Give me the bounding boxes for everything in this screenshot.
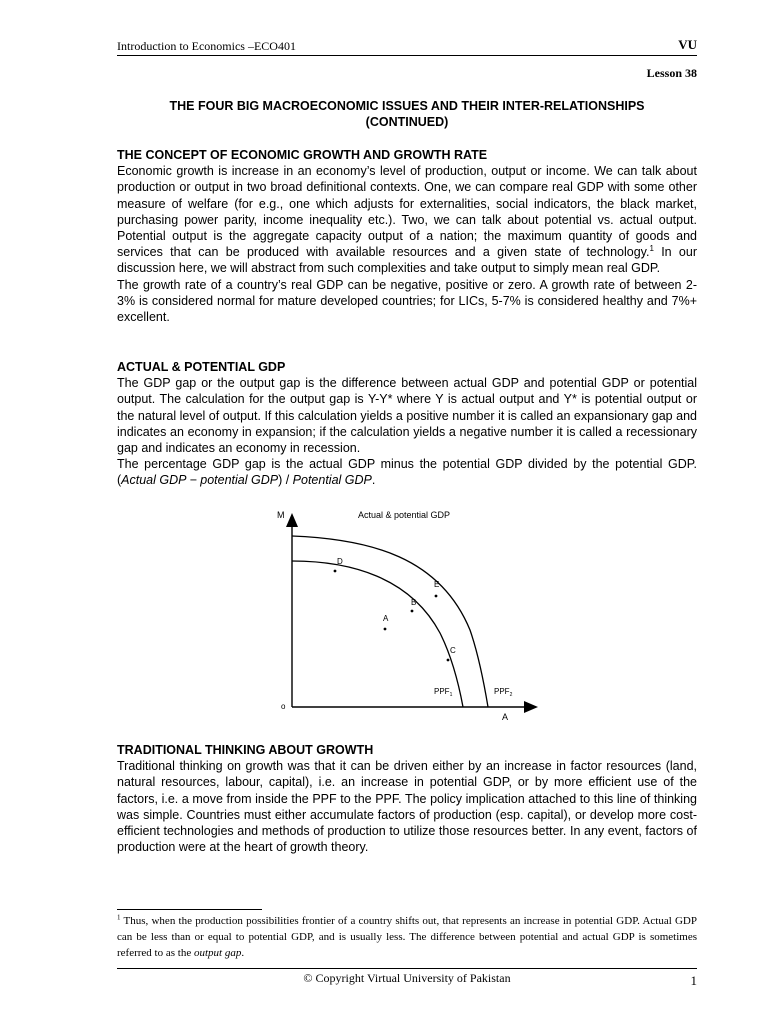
paragraph: Traditional thinking on growth was that it can be driven either by an increase in factor resources (land, natural resources, labour, capital), i.e. an increase in potential GDP, or by more efficient use of the factors, i.e. a move from inside the PPF to the PPF. The policy implication attached to this line of thinking was simple. Countries must either accumulate factors of production (esp. capital), or develop more cost-efficient technologies and methods of production to utilize those resources better. In any event, factors of production were at the heart of growth theory. (117, 759, 697, 855)
footnote-divider (117, 909, 262, 910)
paragraph (117, 163, 697, 276)
page-header (117, 36, 697, 56)
point-d-marker (334, 570, 337, 573)
point-e-label: E (434, 580, 440, 589)
ppf2-curve (292, 536, 488, 707)
point-b-label: B (411, 598, 417, 607)
section-traditional-thinking (117, 742, 697, 855)
paragraph-text: In our discussion here, we will abstract from such complexities and take output to simply mean real GDP. (117, 245, 697, 276)
lesson-number: Lesson 38 (646, 66, 697, 80)
paragraph-text: The percentage GDP gap is the actual GDP minus the potential GDP divided by the potential GDP. ( (117, 457, 697, 488)
ppf1-label-text: PPF (434, 687, 450, 696)
copyright-notice: © Copyright Virtual University of Pakistan (303, 971, 511, 985)
section-heading: TRADITIONAL THINKING ABOUT GROWTH (117, 743, 374, 757)
ppf1-label (434, 687, 453, 698)
paragraph-text: . (371, 473, 376, 488)
page-title-line-2: (CONTINUED) (365, 115, 449, 129)
y-axis-arrow (286, 513, 298, 527)
footer-divider (117, 968, 697, 969)
point-b-marker (411, 610, 414, 613)
footnote-italic-term: output gap (193, 947, 242, 959)
paragraph-text: ) / (278, 473, 293, 488)
section-heading: THE CONCEPT OF ECONOMIC GROWTH AND GROWTH RATE (117, 148, 488, 162)
ppf-diagram (270, 505, 550, 730)
point-d-label: D (337, 557, 343, 566)
footnote (117, 913, 697, 961)
paragraph: The GDP gap or the output gap is the difference between actual GDP and potential GDP or potential output. The calculation for the output gap is Y-Y* where Y is actual output and Y* is potential output or the natural level of output. If this calculation yields a positive number it is called an expansionary gap and indicates an economy in expansion; if the calculation yields a negative number it is called a recessionary gap and indicates an economy in recession. (117, 376, 697, 456)
footnote-text: . (241, 947, 245, 959)
x-axis-label: A (502, 712, 509, 722)
paragraph: The growth rate of a country’s real GDP can be negative, positive or zero. A growth rate of between 2-3% is considered normal for mature developed countries; for LICs, 5-7% is considered healthy and 7%+ excellent. (117, 277, 697, 325)
x-axis-arrow (524, 701, 538, 713)
point-a-label: A (383, 614, 389, 623)
formula-denominator: Potential GDP (292, 473, 372, 488)
section-heading: ACTUAL & POTENTIAL GDP (117, 360, 286, 374)
ppf2-label-text: PPF (494, 687, 510, 696)
ppf2-label (494, 687, 513, 698)
formula-numerator: Actual GDP − potential GDP (121, 473, 279, 488)
point-c-label: C (450, 646, 456, 655)
page-number: 1 (690, 973, 697, 988)
ppf2-subscript: 2 (509, 692, 513, 698)
y-axis-label: M (277, 510, 285, 520)
university-label: VU (678, 37, 697, 52)
footnote-text: Thus, when the production possibilities frontier of a country shifts out, that represents an increase in potential GDP. Actual GDP can be less than or equal to potential GDP, and is usually less. The difference between potential and actual GDP is sometimes referred to as the (117, 915, 697, 959)
page-title-line-1: THE FOUR BIG MACROECONOMIC ISSUES AND THEIR INTER-RELATIONSHIPS (169, 99, 645, 113)
footnote-marker: 1 (117, 913, 121, 922)
origin-label: o (281, 702, 286, 711)
point-e-marker (435, 595, 438, 598)
diagram-title: Actual & potential GDP (358, 510, 451, 520)
paragraph-text: Economic growth is increase in an economy’s level of production, output or income. We can talk about production or output in two broad definitional contexts. One, we can compare real GDP with some other measure of welfare (for e.g., one which adjusts for externalities, social indicators, the black market, purchasing power parity, income inequality etc.). Two, we can talk about potential vs. actual output. Potential output is the aggregate capacity output of a nation; the maximum quantity of goods and services that can be produced with available resources and a given state of technology. (117, 164, 697, 260)
section-economic-growth (117, 147, 697, 325)
paragraph (117, 456, 697, 488)
course-title: Introduction to Economics –ECO401 (117, 39, 296, 53)
point-a-marker (384, 628, 387, 631)
section-actual-potential-gdp (117, 359, 697, 489)
ppf1-subscript: 1 (449, 692, 453, 698)
point-c-marker (447, 659, 450, 662)
footnote-reference: 1 (649, 244, 654, 254)
page-title (117, 98, 697, 130)
